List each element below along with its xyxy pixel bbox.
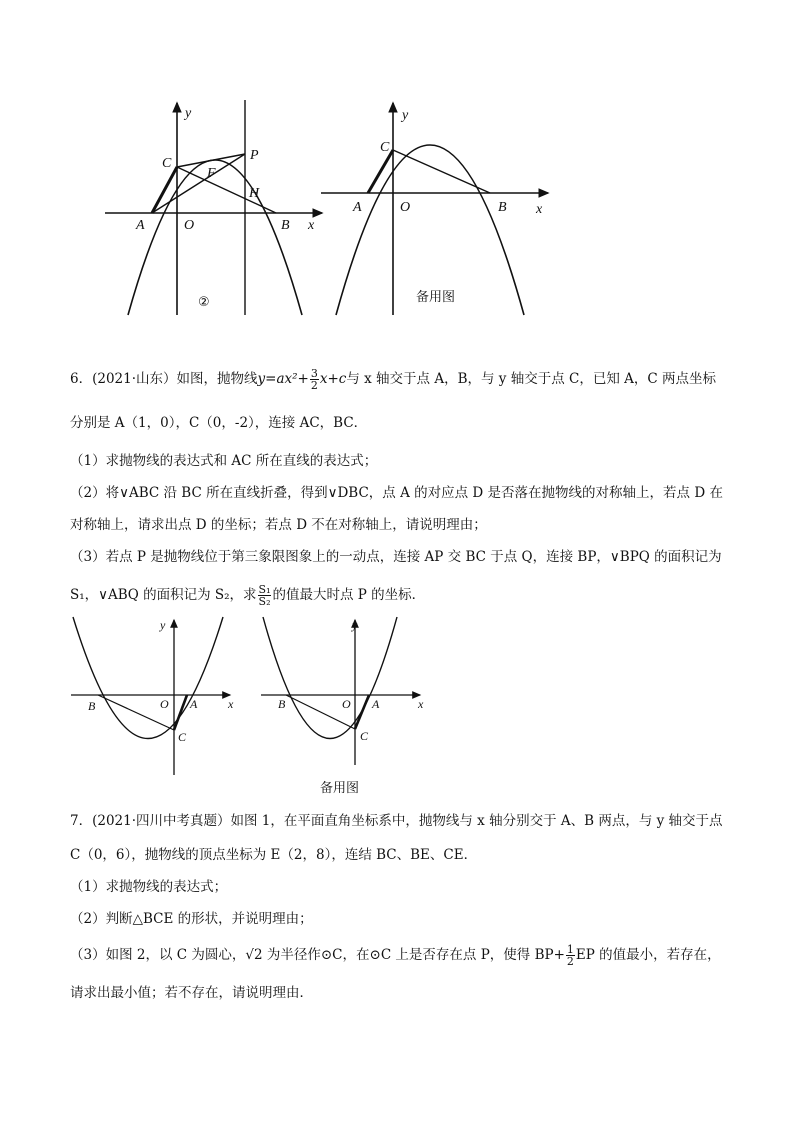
parabola-curve [128,160,302,315]
label-o: O [400,200,411,215]
backup-figure-top-svg [318,95,558,320]
segment-cb [393,150,490,193]
q7-part2: （2）判断△BCE 的形状，并说明理由； [70,911,313,927]
fraction-numerator: S₁ [258,583,271,596]
segment-ac [368,150,393,193]
label-a: A [190,697,198,711]
segment-ac [174,695,187,730]
label-o: O [342,697,351,711]
question-6-figure-svg [68,615,248,780]
label-a: A [372,697,380,711]
label-f: F [207,166,216,181]
label-x: x [308,218,315,233]
fraction-denominator: 2 [310,379,318,392]
q6-part2-line2: 对称轴上，请求出点 D 的坐标；若点 D 不在对称轴上，请说明理由； [70,517,487,533]
fraction-one-half [566,944,575,967]
fraction-numerator: 3 [310,367,318,380]
label-a: A [353,200,362,215]
fraction-three-halves [310,368,319,391]
q6-line2: 分别是 A（1，0），C（0，-2），连接 AC，BC． [70,415,368,431]
fraction-denominator: S₂ [258,595,271,608]
figure-caption: 备用图 [320,781,360,796]
q7-part3-line1 [70,944,730,967]
q6-formula-a: y=ax²+ [257,371,309,387]
fraction-denominator: 2 [566,955,574,968]
label-p: P [250,148,259,163]
figure-caption: 备用图 [416,290,456,305]
label-b: B [498,200,507,215]
label-x: x [228,697,234,711]
label-y: y [352,618,358,632]
figure-caption: ② [198,295,210,310]
label-y: y [185,106,192,121]
label-h: H [249,186,260,201]
label-y: y [402,108,409,123]
q6-part2-line1: （2）将∨ABC 沿 BC 所在直线折叠，得到∨DBC，点 A 的对应点 D 是否落在抛物线的对称轴上，若点 D 在 [70,485,723,501]
label-x: x [418,697,424,711]
question-6-backup-figure-svg [258,615,438,795]
label-b: B [281,218,290,233]
label-y: y [160,618,166,632]
q6-part3-line2 [70,584,730,607]
q7-line2: C（0，6），抛物线的顶点坐标为 E（2，8），连结 BC、BE、CE． [70,847,478,863]
q7-part3-line2: 请求出最小值；若不存在，请说明理由． [70,985,313,1001]
fraction-numerator: 1 [566,943,574,956]
fraction-s1-s2 [258,584,272,607]
parabola-curve [263,617,397,739]
label-o: O [184,218,195,233]
label-x: x [536,202,543,217]
label-c: C [360,729,369,743]
q6-suffix: 与 x 轴交于点 A，B，与 y 轴交于点 C，已知 A，C 两点坐标 [346,371,716,387]
q7-part3-suffix: EP 的值最小，若存在， [575,947,721,963]
q6-part3-line1: （3）若点 P 是抛物线位于第三象限图象上的一动点，连接 AP 交 BC 于点 Q，连接 BP，∨BPQ 的面积记为 [70,549,722,565]
q7-part1: （1）求抛物线的表达式； [70,879,228,895]
figure-2-parabola [100,95,330,320]
q6-part3-prefix: S₁，∨ABQ 的面积记为 S₂，求 [70,587,257,603]
label-a: A [136,218,145,233]
q6-formula-b: x+c [319,371,347,387]
segment-cb [177,167,276,213]
q6-line1 [70,368,730,391]
label-c: C [178,730,187,744]
segment-ac [355,695,369,729]
backup-figure-top [318,95,558,320]
q6-prefix: 6．(2021·山东）如图，抛物线 [70,371,258,387]
segment-ac [152,167,177,213]
label-c: C [380,140,390,155]
q6-part3-suffix: 的值最大时点 P 的坐标． [272,587,426,603]
q7-line1: 7．(2021·四川中考真题）如图 1，在平面直角坐标系中，抛物线与 x 轴分别交于 A、B 两点，与 y 轴交于点 [70,813,723,829]
q7-part3-prefix: （3）如图 2，以 C 为圆心，√2 为半径作⊙C，在⊙C 上是否存在点 P，使得 BP+ [70,947,565,963]
question-6-figure [68,615,248,780]
question-6-backup-figure [258,615,438,795]
figure-2-svg [100,95,330,320]
parabola-curve [73,617,223,739]
label-o: O [160,697,169,711]
q6-part1: （1）求抛物线的表达式和 AC 所在直线的表达式； [70,453,378,469]
label-c: C [162,156,172,171]
label-b: B [278,697,286,711]
label-b: B [88,699,96,713]
